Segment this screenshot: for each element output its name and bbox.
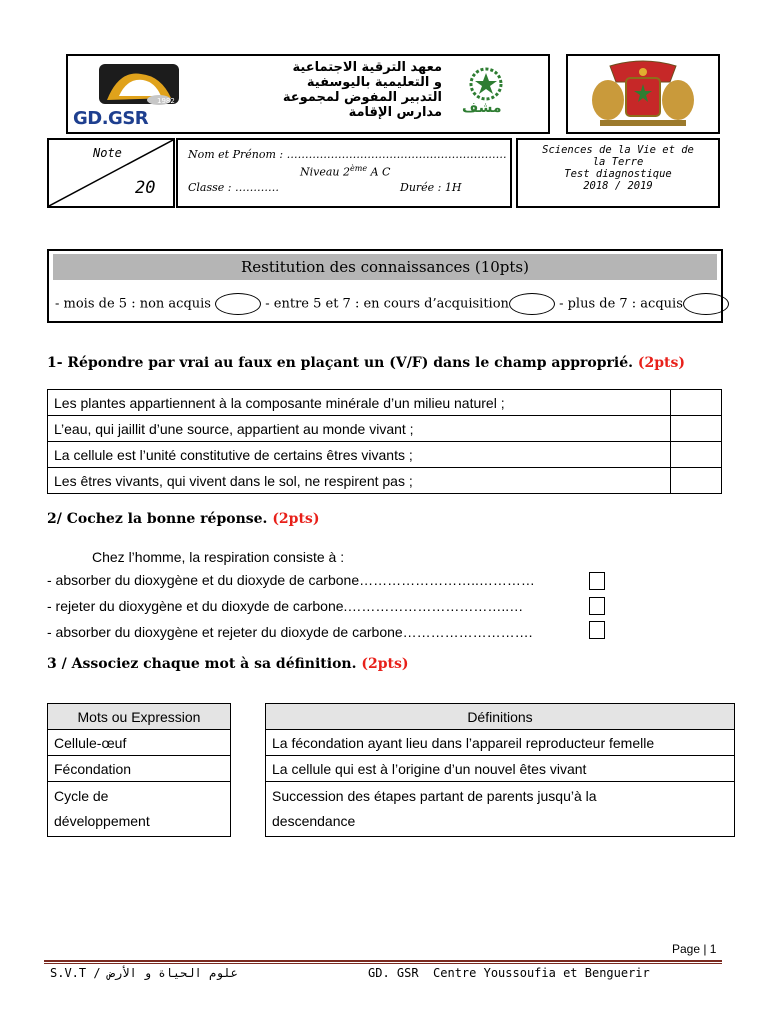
table-row (48, 390, 722, 416)
q2-option-text: - absorber du dioxygène et du dioxyde de carbone……………………..………… (47, 572, 535, 588)
q1-points: (2pts) (637, 355, 686, 371)
q1-title (47, 355, 685, 371)
q2-option (47, 572, 535, 588)
subject-line: 2018 / 2019 (583, 180, 653, 192)
q2-checkbox[interactable] (589, 621, 605, 639)
oval-acquis[interactable] (683, 293, 729, 315)
niveau-sup: ème (350, 164, 368, 173)
scale-en-cours: - entre 5 et 7 : en cours d’acquisition (265, 296, 509, 312)
arabic-line: معهد الترقية الاجتماعية (292, 60, 442, 75)
table-row (266, 782, 735, 837)
subject-line: la Terre (592, 156, 644, 168)
table-row (48, 730, 231, 756)
q1-statement: Les êtres vivants, qui vivent dans le sol, ne respirent pas ; (48, 468, 671, 494)
q2-option-text: - rejeter du dioxygène et du dioxyde de carbone.……………………………..… (47, 598, 524, 614)
student-info-box (176, 138, 512, 208)
classe-field[interactable]: Classe : ………… (188, 181, 279, 194)
word-line: développement (54, 813, 150, 829)
word-cell: Cellule-œuf (48, 730, 231, 756)
q2-points: (2pts) (272, 511, 320, 527)
oval-en-cours[interactable] (509, 293, 555, 315)
q2-option (47, 598, 523, 614)
niveau-field (300, 164, 390, 179)
niveau-suffix: A C (367, 165, 391, 179)
definition-line: Succession des étapes partant de parents jusqu’à la (272, 788, 597, 804)
oval-non-acquis[interactable] (215, 293, 261, 315)
q3-definitions-table (265, 703, 735, 837)
footer-right-text: GD. GSR Centre Youssoufia et Benguerir (368, 966, 650, 980)
subject-line: Sciences de la Vie et de (542, 144, 694, 156)
table-row (48, 704, 231, 730)
q2-checkbox[interactable] (589, 597, 605, 615)
logo-text: GD.GSR (73, 108, 149, 129)
q2-option (47, 624, 533, 640)
subject-lines (518, 144, 718, 192)
niveau-prefix: Niveau 2 (300, 165, 351, 179)
coat-of-arms-icon (570, 58, 716, 130)
table-row (266, 756, 735, 782)
q2-title (47, 511, 319, 527)
footer-left-text: علوم الحياة و الأرض / S.V.T (50, 966, 238, 980)
definitions-header: Définitions (266, 704, 735, 730)
q1-statement: Les plantes appartiennent à la composante minérale d’un milieu naturel ; (48, 390, 671, 416)
footer-rule (44, 960, 722, 964)
q1-table (47, 389, 722, 494)
coat-of-arms-box (566, 54, 720, 134)
table-row (48, 782, 231, 837)
words-header: Mots ou Expression (48, 704, 231, 730)
subject-line: Test diagnostique (564, 168, 672, 180)
star-logo-text: مشف (462, 100, 502, 116)
q1-answer-cell[interactable] (671, 442, 722, 468)
restitution-title: Restitution des connaissances (10pts) (53, 254, 717, 280)
q3-title (47, 656, 409, 672)
definition-cell: La fécondation ayant lieu dans l’appareil reproducteur femelle (266, 730, 735, 756)
star-logo (456, 66, 516, 122)
q2-title-text: 2/ Cochez la bonne réponse. (47, 511, 268, 527)
subject-box (516, 138, 720, 208)
page-number: Page | 1 (672, 942, 717, 956)
scale-non-acquis: - mois de 5 : non acquis (55, 296, 211, 312)
arabic-line: مدارس الإقامة (348, 105, 442, 120)
arabic-line: التدبير المفوض لمجموعة (282, 90, 442, 105)
word-cell (48, 782, 231, 837)
q3-points: (2pts) (361, 656, 409, 672)
logo-badge-year: 1982 (157, 97, 175, 105)
note-label: Note (93, 146, 122, 160)
definition-cell: La cellule qui est à l’origine d’un nouvel êtes vivant (266, 756, 735, 782)
note-total: 20 (135, 178, 156, 198)
table-row (48, 756, 231, 782)
gdgsr-logo (71, 60, 211, 128)
q2-option-text: - absorber du dioxygène et rejeter du dioxyde de carbone………………………. (47, 624, 533, 640)
q2-checkbox[interactable] (589, 572, 605, 590)
word-line: Cycle de (54, 788, 109, 804)
q1-answer-cell[interactable] (671, 390, 722, 416)
table-row (266, 730, 735, 756)
school-header-box (66, 54, 550, 134)
scale-acquis: - plus de 7 : acquis (559, 296, 683, 312)
table-row (48, 416, 722, 442)
q3-words-table (47, 703, 231, 837)
q1-answer-cell[interactable] (671, 416, 722, 442)
q3-title-text: 3 / Associez chaque mot à sa définition. (47, 656, 357, 672)
restitution-box (47, 249, 723, 323)
definition-cell (266, 782, 735, 837)
word-cell: Fécondation (48, 756, 231, 782)
name-field[interactable]: Nom et Prénom : …………………………………………………… (188, 148, 507, 161)
q1-statement: La cellule est l’unité constitutive de certains êtres vivants ; (48, 442, 671, 468)
arabic-line: و التعليمية باليوسفية (306, 75, 442, 90)
school-name-arabic (228, 60, 442, 120)
table-row (266, 704, 735, 730)
q1-statement: L’eau, qui jaillit d’une source, appartient au monde vivant ; (48, 416, 671, 442)
duree-field: Durée : 1H (400, 181, 462, 194)
q2-intro: Chez l’homme, la respiration consiste à : (92, 549, 345, 565)
table-row (48, 468, 722, 494)
note-box (47, 138, 175, 208)
table-row (48, 442, 722, 468)
grading-scale (55, 293, 717, 315)
q1-title-text: 1- Répondre par vrai au faux en plaçant un (V/F) dans le champ approprié. (47, 355, 634, 371)
q1-answer-cell[interactable] (671, 468, 722, 494)
definition-line: descendance (272, 813, 356, 829)
